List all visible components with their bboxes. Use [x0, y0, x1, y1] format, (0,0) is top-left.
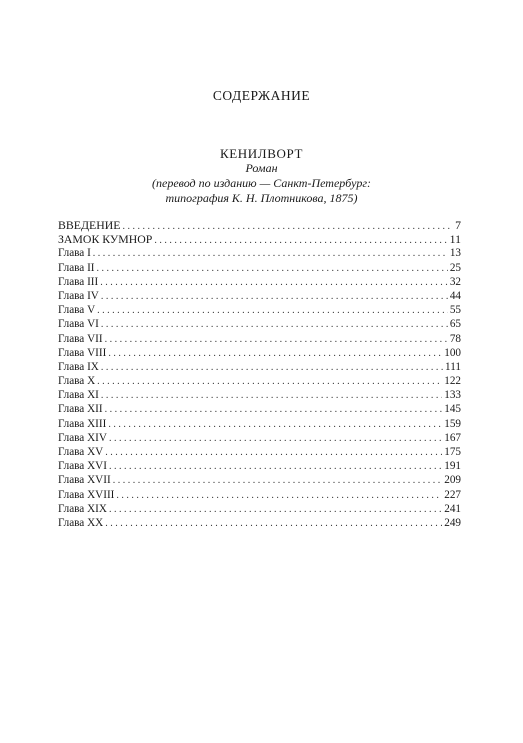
toc-entry[interactable]: [58, 388, 461, 402]
toc-entry[interactable]: [58, 218, 461, 232]
work-note-line-1: (перевод по изданию — Санкт-Петербург:: [152, 176, 371, 190]
page-heading: СОДЕРЖАНИЕ: [212, 88, 311, 103]
toc-entry[interactable]: [58, 445, 461, 459]
toc-entry-label: Глава VII: [58, 332, 103, 345]
toc-entry[interactable]: [58, 332, 461, 346]
toc-entry-label: ЗАМОК КУМНОР: [58, 232, 153, 247]
toc-entry[interactable]: [58, 289, 461, 303]
toc-entry-label: Глава III: [58, 275, 99, 288]
toc-entry-label: Глава XVIII: [58, 488, 115, 501]
toc-entry-page: 25: [449, 261, 461, 274]
toc-entry-label: Глава VIII: [58, 346, 107, 359]
toc-entry[interactable]: [58, 488, 461, 502]
toc-entry-page: 44: [449, 289, 461, 302]
toc-entry-page: 159: [444, 417, 461, 430]
toc-entry-label: Глава IX: [58, 360, 99, 373]
toc-entry-label: Глава XVI: [58, 460, 107, 473]
toc-dot-leader: [93, 247, 448, 261]
toc-entry[interactable]: [58, 374, 461, 388]
toc-dot-leader: [109, 460, 442, 474]
toc-entry-page: 133: [444, 389, 461, 402]
toc-entry-page: 55: [449, 304, 461, 317]
toc-entry[interactable]: [58, 473, 461, 487]
table-of-contents: [58, 218, 461, 530]
toc-dot-leader: [105, 517, 442, 531]
toc-entry-label: Глава V: [58, 304, 96, 317]
toc-entry-label: Глава II: [58, 261, 95, 274]
toc-entry-page: 145: [444, 403, 461, 416]
toc-dot-leader: [116, 489, 442, 503]
toc-dot-leader: [105, 403, 443, 417]
toc-entry[interactable]: [58, 459, 461, 473]
toc-entry-page: 175: [444, 446, 461, 458]
toc-dot-leader: [105, 446, 442, 460]
toc-entry-label: Глава XVII: [58, 474, 111, 487]
work-genre: Роман: [245, 161, 278, 175]
toc-entry-label: Глава XII: [58, 403, 103, 416]
toc-dot-leader: [105, 333, 448, 347]
toc-entry-label: Глава VI: [58, 318, 99, 331]
toc-entry[interactable]: [58, 275, 461, 289]
toc-entry[interactable]: [58, 431, 461, 445]
toc-entry[interactable]: [58, 346, 461, 360]
toc-dot-leader: [109, 432, 442, 446]
toc-entry[interactable]: [58, 502, 461, 516]
toc-entry[interactable]: [58, 417, 461, 431]
toc-entry[interactable]: [58, 303, 461, 317]
toc-entry-label: Глава XX: [58, 516, 104, 529]
toc-dot-leader: [97, 375, 442, 389]
work-title: КЕНИЛВОРТ: [220, 146, 303, 161]
toc-entry-page: 100: [444, 346, 461, 359]
toc-entry-label: Глава XIX: [58, 502, 107, 515]
toc-entry[interactable]: [58, 317, 461, 331]
toc-entry-page: 249: [444, 516, 461, 529]
toc-dot-leader: [109, 503, 442, 517]
toc-entry-page: 65: [449, 318, 461, 331]
toc-dot-leader: [101, 318, 448, 332]
toc-entry-label: ВВЕДЕНИЕ: [58, 218, 121, 232]
toc-dot-leader: [122, 220, 453, 234]
toc-entry[interactable]: [58, 246, 461, 260]
work-header: [0, 146, 523, 206]
toc-entry-label: Глава XI: [58, 389, 99, 402]
toc-entry-label: Глава XIII: [58, 417, 107, 430]
toc-entry-label: Глава XIV: [58, 431, 107, 444]
toc-entry-page: 13: [449, 247, 461, 260]
toc-entry-label: Глава X: [58, 375, 96, 388]
toc-entry-page: 167: [444, 431, 461, 444]
toc-entry-page: 241: [444, 502, 461, 515]
toc-dot-leader: [97, 262, 448, 276]
toc-dot-leader: [101, 389, 442, 403]
toc-entry[interactable]: [58, 261, 461, 275]
toc-entry-page: 11: [449, 232, 461, 247]
toc-entry-page: 209: [444, 474, 461, 487]
toc-dot-leader: [101, 361, 443, 375]
toc-entry-page: 7: [455, 218, 461, 232]
toc-entry-page: 191: [444, 460, 461, 473]
toc-entry-page: 111: [445, 360, 461, 373]
toc-dot-leader: [100, 276, 448, 290]
toc-dot-leader: [113, 474, 443, 488]
toc-entry-page: 122: [444, 375, 461, 388]
toc-entry-label: Глава I: [58, 247, 91, 260]
toc-dot-leader: [108, 347, 442, 361]
toc-dot-leader: [108, 418, 442, 432]
toc-entry-page: 78: [449, 332, 461, 345]
work-note-line-2: типография К. Н. Плотникова, 1875): [165, 191, 358, 205]
toc-entry[interactable]: [58, 232, 461, 246]
toc-dot-leader: [97, 304, 448, 318]
toc-dot-leader: [101, 290, 448, 304]
toc-entry-label: Глава XV: [58, 446, 104, 458]
toc-entry-label: Глава IV: [58, 289, 99, 302]
toc-entry[interactable]: [58, 402, 461, 416]
toc-entry-page: 227: [444, 488, 461, 501]
toc-dot-leader: [154, 234, 447, 248]
toc-entry[interactable]: [58, 360, 461, 374]
toc-entry-page: 32: [449, 275, 461, 288]
toc-entry[interactable]: [58, 516, 461, 530]
